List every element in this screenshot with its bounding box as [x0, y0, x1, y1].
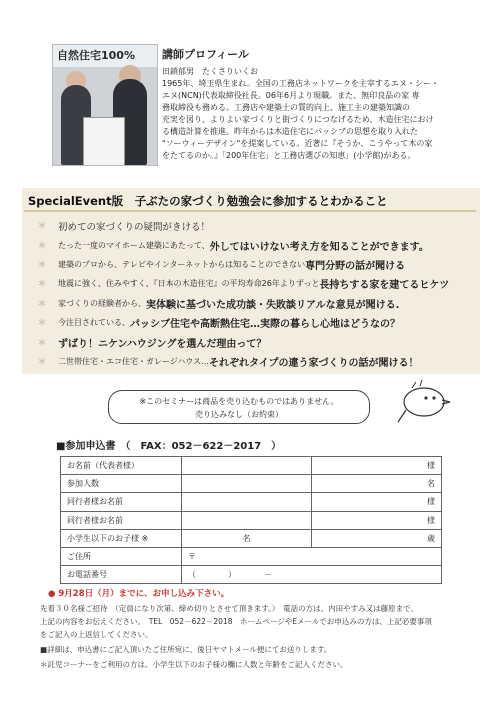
title-underline [24, 210, 476, 212]
bird-illustration-icon [392, 376, 452, 426]
children-count-field[interactable]: 名 [182, 529, 312, 547]
form-row: 同行者様お名前 様 [61, 511, 442, 529]
no-sales-notice: ※このセミナーは商品を売り込むものではありません。 売り込みなし（お約束） [108, 390, 370, 424]
benefit-item: ＊ 家づくりの経験者から、 実体験に基づいた成功談・失敗談リアルな意見が聞ける. [38, 298, 400, 311]
representative-name-field[interactable] [182, 457, 312, 475]
footer-line: 先着３０名様ご招待 （定員になり次第、締め切りとさせて頂きます。） 電話の方は、内田やすみ又は藤原まで、 [40, 604, 418, 613]
form-row: 参加人数 名 [61, 475, 442, 493]
footer-line: ■詳細は、申込書にご記入頂いたご住所宛に、後日ヤマトメール便にてお送りします。 [40, 645, 332, 654]
asterisk-icon: ＊ [38, 240, 46, 250]
asterisk-icon: ＊ [38, 298, 46, 308]
asterisk-icon: ＊ [38, 318, 46, 328]
benefit-item: ＊ 二世帯住宅・エコ住宅・ガレージハウス… それぞれタイプの違う家づくりの話が聞ける！ [38, 356, 419, 369]
benefit-item: ＊ 建築のプロから、テレビやインターネットからは知ることのできない 専門分野の話が聞ける [38, 259, 406, 272]
asterisk-icon: ＊ [38, 279, 46, 289]
benefit-item: ＊ 初めての家づくりの疑問がきける！ [38, 221, 211, 233]
benefit-list [38, 216, 478, 371]
asterisk-icon: ＊ [38, 259, 46, 269]
footer-line: 上記の内容をお伝えください。 TEL 052－622－2018 ホームページやEメールでお申込みの方は、上記必要事項 [40, 617, 432, 626]
benefit-item: ＊ 地震に強く、住みやすく、『日本の木造住宅』の平均寿命26年よりずっと 長持ちする家を建てるヒケツ [38, 279, 450, 292]
asterisk-icon: ＊ [38, 337, 46, 347]
companion-name-field-1[interactable] [182, 493, 312, 511]
form-row: ご住所 〒 [61, 547, 442, 565]
lecturer-photo [52, 44, 158, 166]
lecturer-name: 田鎖郁男 たくさりいくお [162, 67, 258, 76]
attendee-count-field[interactable] [182, 475, 312, 493]
deadline-notice: ● 9月28日（月）までに、お申し込み下さい。 [48, 589, 230, 599]
special-event-title: SpecialEvent版 子ぶたの家づくり勉強会に参加するとわかること [28, 194, 388, 208]
footer-line: をご記入の上返信してください。 [40, 630, 153, 639]
asterisk-icon: ＊ [38, 221, 46, 231]
footer-line: ＊託児コーナーをご利用の方は、小学生以下のお子様の欄に人数と年齢をご記入ください。 [40, 660, 348, 669]
application-form [60, 456, 442, 584]
form-row: 小学生以下のお子様 ※ 名 歳 [61, 529, 442, 547]
benefit-item: ＊ たった一度のマイホーム建築にあたって、 外してはいけない考え方を知ることができます。 [38, 240, 429, 253]
address-field[interactable]: 〒 [182, 547, 442, 565]
form-row: お名前（代表者様） 様 [61, 457, 442, 475]
asterisk-icon: ＊ [38, 356, 46, 366]
companion-name-field-2[interactable] [182, 511, 312, 529]
application-form-title: ■参加申込書 （ FAX：052－622－2017 ） [56, 441, 282, 452]
profile-heading: 講師プロフィール [162, 48, 249, 61]
book-cover [83, 117, 125, 166]
phone-field[interactable]: （ ） － [182, 566, 442, 584]
profile-body: 1965年、埼玉県生まれ。全国の工務店ネットワークを主宰するエヌ・シー・ エヌ(NCN)代表取締役社長。06年6月より現職。また、無印良品の家 専 務取締役も務める。工務店や建築士の質的向上、施工主の建築知識の 充実を図り、よりよい家づくりと街づくりにつなげるため、木造住宅におけ る構造計算を推進。昨年からは木造住宅にパッシブの思想を取り入れた "ソーウィーデザイン"を提案している。近著に『そうか、こうやって木の家 をたてるのか。』「200年住宅」と工務店選びの知恵」(小学館)がある。 [162, 79, 439, 160]
benefit-item: ＊ 今注目されている、 パッシブ住宅や高断熱住宅…実際の暮らし心地はどうなの？ [38, 318, 400, 331]
form-row: お電話番号 （ ） － [61, 566, 442, 584]
photo-banner-text: 自然住宅100% [53, 45, 157, 67]
benefit-item: ＊ ずばり！ニケンハウジングを選んだ理由って？ [38, 337, 267, 350]
form-row: 同行者様お名前 様 [61, 493, 442, 511]
